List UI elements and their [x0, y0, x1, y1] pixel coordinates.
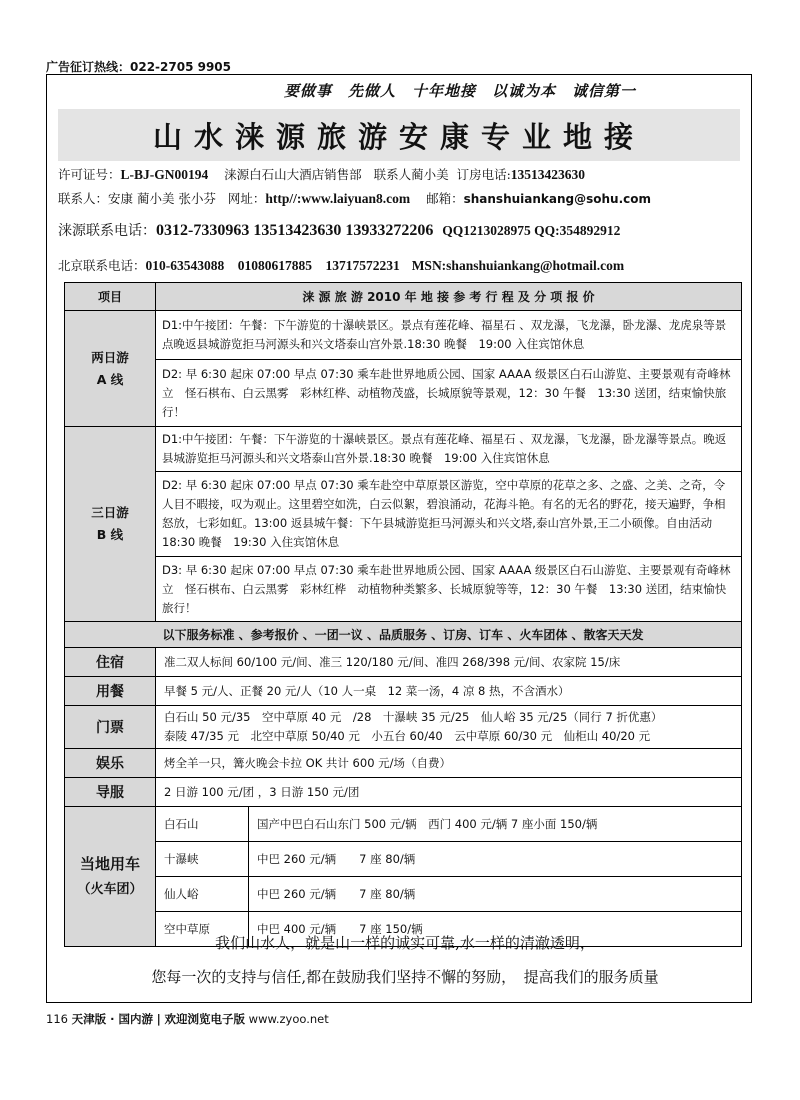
- booking-phone: 13513423630: [510, 167, 586, 182]
- item-label-guide: 导服: [65, 778, 156, 807]
- slogan: 要做事 先做人 十年地接 以诚为本 诚信第一: [283, 82, 636, 100]
- item-row-guide: [65, 778, 742, 807]
- email[interactable]: shanshuiankang@sohu.com: [463, 192, 652, 206]
- beijing-phones: 010-63543088 01080617885 13717572231: [145, 258, 400, 273]
- booking-label: 订房电话:: [456, 167, 511, 182]
- qq-numbers: QQ1213028975 QQ:354892912: [442, 223, 621, 238]
- info-line-beijing-phone: [58, 254, 624, 274]
- route-b-day1-text: D1:中午接团：午餐：下午游览的十瀑峡景区。景点有莲花峰、福星石 、双龙瀑，飞龙瀑，卧龙瀑等景点。晚返县城游览拒马河源头和兴文塔泰山宫外景.18:30 晚餐 19:00 入住宾馆休息: [156, 427, 742, 472]
- laiyuan-phones: 0312-7330963 13513423630 13933272206: [156, 222, 434, 239]
- route-b-label: 三日游 B 线: [65, 427, 156, 622]
- car-row: [65, 842, 742, 877]
- services-band: 以下服务标准 、参考报价 、一团一议 、品质服务 、订房、订车 、火车团体 、散客天天发: [65, 622, 742, 648]
- item-value-lodging: 准二双人标间 60/100 元/间、准三 120/180 元/间、准四 268/398 元/间、农家院 15/床: [156, 648, 742, 677]
- item-value-entertainment: 烤全羊一只，篝火晚会卡拉 OK 共计 600 元/场（自费）: [156, 749, 742, 778]
- edition: 天津版 · 国内游: [71, 1012, 153, 1026]
- col-header-item: 项目: [65, 283, 156, 311]
- table-main-header: 涞 源 旅 游 2010 年 地 接 参 考 行 程 及 分 项 报 价: [156, 283, 742, 311]
- car-place: 白石山: [156, 807, 249, 842]
- car-place: 空中草原: [156, 912, 249, 947]
- info-line-license: [58, 165, 585, 183]
- route-b-day3: [65, 557, 742, 622]
- item-row-entertainment: [65, 749, 742, 778]
- route-b-day2: [65, 472, 742, 557]
- laiyuan-phone-label: 涞源联系电话：: [58, 223, 156, 239]
- footer-line-2: 您每一次的支持与信任,都在鼓励我们坚持不懈的努励， 提高我们的服务质量: [151, 968, 659, 986]
- msn: MSN:shanshuiankang@hotmail.com: [411, 258, 625, 273]
- separator: |: [156, 1012, 161, 1026]
- car-price: 中巴 260 元/辆 7 座 80/辆: [249, 842, 742, 877]
- services-band-row: [65, 622, 742, 648]
- footer-line-1: 我们山水人，就是山一样的诚实可靠,水一样的清澈透明，: [215, 934, 595, 952]
- ad-hotline: 广告征订热线：022-2705 9905: [46, 60, 232, 74]
- car-price: 中巴 400 元/辆 7 座 150/辆: [249, 912, 742, 947]
- route-b-day2-text: D2: 早 6:30 起床 07:00 早点 07:30 乘车赴空中草原景区游览，空中草原的花草之多、之盛、之美、之奇，令人目不暇接，叹为观止。这里碧空如洗，白云似絮，碧浪涌动，花海斗艳。有名的无名的野花，接天遍野，争相怒放，七彩如虹。13:00 返县城午餐：下午县城游览拒马河源头和兴文塔,泰山宫外景,王二小硕像。自由活动 18:30 晚餐 19:30 入住宾馆休息: [156, 472, 742, 557]
- table-header-row: [65, 283, 742, 311]
- route-a-day2-text: D2: 早 6:30 起床 07:00 早点 07:30 乘车赴世界地质公园、国家 AAAA 级景区白石山游览、主要景观有奇峰林立 怪石棋布、白云黑雾 彩林红桦、动植物茂盛，长城原貌等景观，12：30 午餐 13:30 送团，结束愉快旅行！: [156, 360, 742, 427]
- route-a-day1: [65, 311, 742, 360]
- item-row-lodging: [65, 648, 742, 677]
- contact-person: 联系人蔺小美: [373, 167, 449, 182]
- page-number: 116: [46, 1012, 68, 1026]
- contacts: 安康 蔺小美 张小芬: [108, 191, 216, 206]
- car-price: 国产中巴白石山东门 500 元/辆 西门 400 元/辆 7 座小面 150/辆: [249, 807, 742, 842]
- page-slogan: 欢迎浏览电子版: [164, 1012, 246, 1026]
- email-label: 邮箱：: [426, 191, 464, 206]
- item-label-meals: 用餐: [65, 677, 156, 706]
- itinerary-price-table: [64, 282, 742, 947]
- page-footer: [46, 1011, 329, 1027]
- car-label: 当地用车 （火车团）: [65, 807, 156, 947]
- car-place: 十瀑峡: [156, 842, 249, 877]
- sales-dept: 涞源白石山大酒店销售部: [224, 167, 362, 182]
- item-label-lodging: 住宿: [65, 648, 156, 677]
- item-value-meals: 早餐 5 元/人、正餐 20 元/人（10 人一桌 12 菜一汤，4 凉 8 热，不含酒水）: [156, 677, 742, 706]
- route-a-day1-text: D1:中午接团：午餐：下午游览的十瀑峡景区。景点有莲花峰、福星石 、双龙瀑，飞龙瀑，卧龙瀑、龙虎泉等景点晚返县城游览拒马河源头和兴文塔泰山宫外景.18:30 晚餐 19:00 入住宾馆休息: [156, 311, 742, 360]
- item-label-entertainment: 娱乐: [65, 749, 156, 778]
- item-value-guide: 2 日游 100 元/团 ，3 日游 150 元/团: [156, 778, 742, 807]
- item-row-tickets: [65, 706, 742, 749]
- car-row: [65, 877, 742, 912]
- car-row: [65, 807, 742, 842]
- car-price: 中巴 260 元/辆 7 座 80/辆: [249, 877, 742, 912]
- item-value-tickets: 白石山 50 元/35 空中草原 40 元 /28 十瀑峡 35 元/25 仙人峪 35 元/25（同行 7 折优惠） 泰陵 47/35 元 北空中草原 50/40 元 小五台 60/40 云中草原 60/30 元 仙柜山 40/20 元: [156, 706, 742, 749]
- website[interactable]: http//:www.laiyuan8.com: [265, 191, 411, 206]
- website-label: 网址：: [227, 191, 266, 206]
- route-a-day2: [65, 360, 742, 427]
- license-number: L-BJ-GN00194: [120, 167, 209, 182]
- title-bar: [58, 109, 740, 161]
- beijing-phone-label: 北京联系电话：: [58, 258, 146, 273]
- info-line-contacts: [58, 189, 651, 207]
- car-place: 仙人峪: [156, 877, 249, 912]
- license-label: 许可证号：: [58, 167, 121, 182]
- site-link[interactable]: www.zyoo.net: [248, 1012, 329, 1026]
- route-a-label: 两日游 A 线: [65, 311, 156, 427]
- item-label-tickets: 门票: [65, 706, 156, 749]
- ad-title: 山水涞源旅游安康专业地接: [152, 119, 645, 154]
- item-row-meals: [65, 677, 742, 706]
- contacts-label: 联系人：: [58, 191, 109, 206]
- route-b-day1: [65, 427, 742, 472]
- route-b-day3-text: D3: 早 6:30 起床 07:00 早点 07:30 乘车赴世界地质公园、国家 AAAA 级景区白石山游览、主要景观有奇峰林立 怪石棋布、白云黑雾 彩林红桦 动植物种类繁多、长城原貌等等，12：30 午餐 13:30 送团，结束愉快旅行！: [156, 557, 742, 622]
- info-line-laiyuan-phone: [58, 220, 620, 240]
